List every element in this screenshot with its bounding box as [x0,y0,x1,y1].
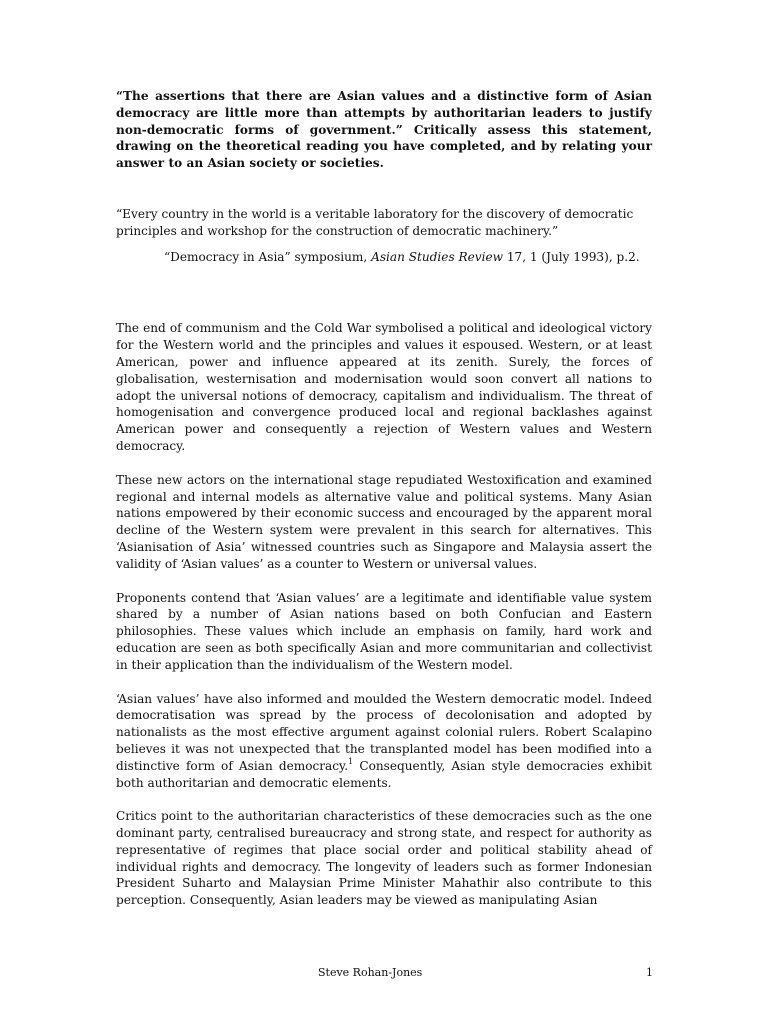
page-number: 1 [646,966,653,979]
citation-prefix: “Democracy in Asia” symposium, [164,249,372,264]
citation-suffix: 17, 1 (July 1993), p.2. [502,249,640,264]
document-page [116,88,652,926]
footnote-marker[interactable]: 1 [348,756,354,766]
paragraph-4-text-before: ‘Asian values’ have also informed and moulded the Western democratic model. Indeed democratisation was spread by the process of decolonisation and adopted by nationalists as the most effective argument against colonial rulers. Robert Scalapino believes it was not unexpected that the transplanted model has been modified into a distinctive form of Asian democracy. [116,691,652,773]
essay-question: “The assertions that there are Asian values and a distinctive form of Asian democracy are little more than attempts by authoritarian leaders to justify non-democratic forms of government.” Critically assess this statement, drawing on the theoretical reading you have completed, and by relating your answer to an Asian society or societies. [116,89,652,171]
paragraph-4-text-after: Consequently, Asian style democracies exhibit both authoritarian and democratic elements. [116,758,652,790]
epigraph-citation [164,249,652,266]
body-paragraph-4 [116,691,652,792]
epigraph-quote: “Every country in the world is a veritable laboratory for the discovery of democratic principles and workshop for the construction of democratic machinery.” [116,206,634,238]
footer-author: Steve Rohan-Jones [318,966,423,979]
body-paragraph-1: The end of communism and the Cold War symbolised a political and ideological victory for the Western world and the principles and values it espoused. Western, or at least American, power and influence appeared at its zenith. Surely, the forces of globalisation, westernisation and modernisation would soon convert all nations to adopt the universal notions of democracy, capitalism and individualism. The threat of homogenisation and convergence produced local and regional backlashes against American power and consequently a rejection of Western values and Western democracy. [116,321,652,453]
body-paragraph-2: These new actors on the international stage repudiated Westoxification and examined regional and internal models as alternative value and political systems. Many Asian nations empowered by their economic success and encouraged by the apparent moral decline of the Western system were prevalent in this search for alternatives. This ‘Asianisation of Asia’ witnessed countries such as Singapore and Malaysia assert the validity of ‘Asian values’ as a counter to Western or universal values. [116,472,652,571]
body-paragraph-5: Critics point to the authoritarian characteristics of these democracies such as the one dominant party, centralised bureaucracy and strong state, and respect for authority as representative of regimes that place social order and political stability ahead of individual rights and democracy. The longevity of leaders such as former Indonesian President Suharto and Malaysian Prime Minister Mahathir also contribute to this perception. Consequently, Asian leaders may be viewed as manipulating Asian [116,809,652,908]
body-paragraph-3: Proponents contend that ‘Asian values’ are a legitimate and identifiable value system shared by a number of Asian nations based on both Confucian and Eastern philosophies. These values which include an emphasis on family, hard work and education are seen as both specifically Asian and more communitarian and collectivist in their application than the individualism of the Western model. [116,590,652,672]
citation-journal: Asian Studies Review [371,249,503,264]
